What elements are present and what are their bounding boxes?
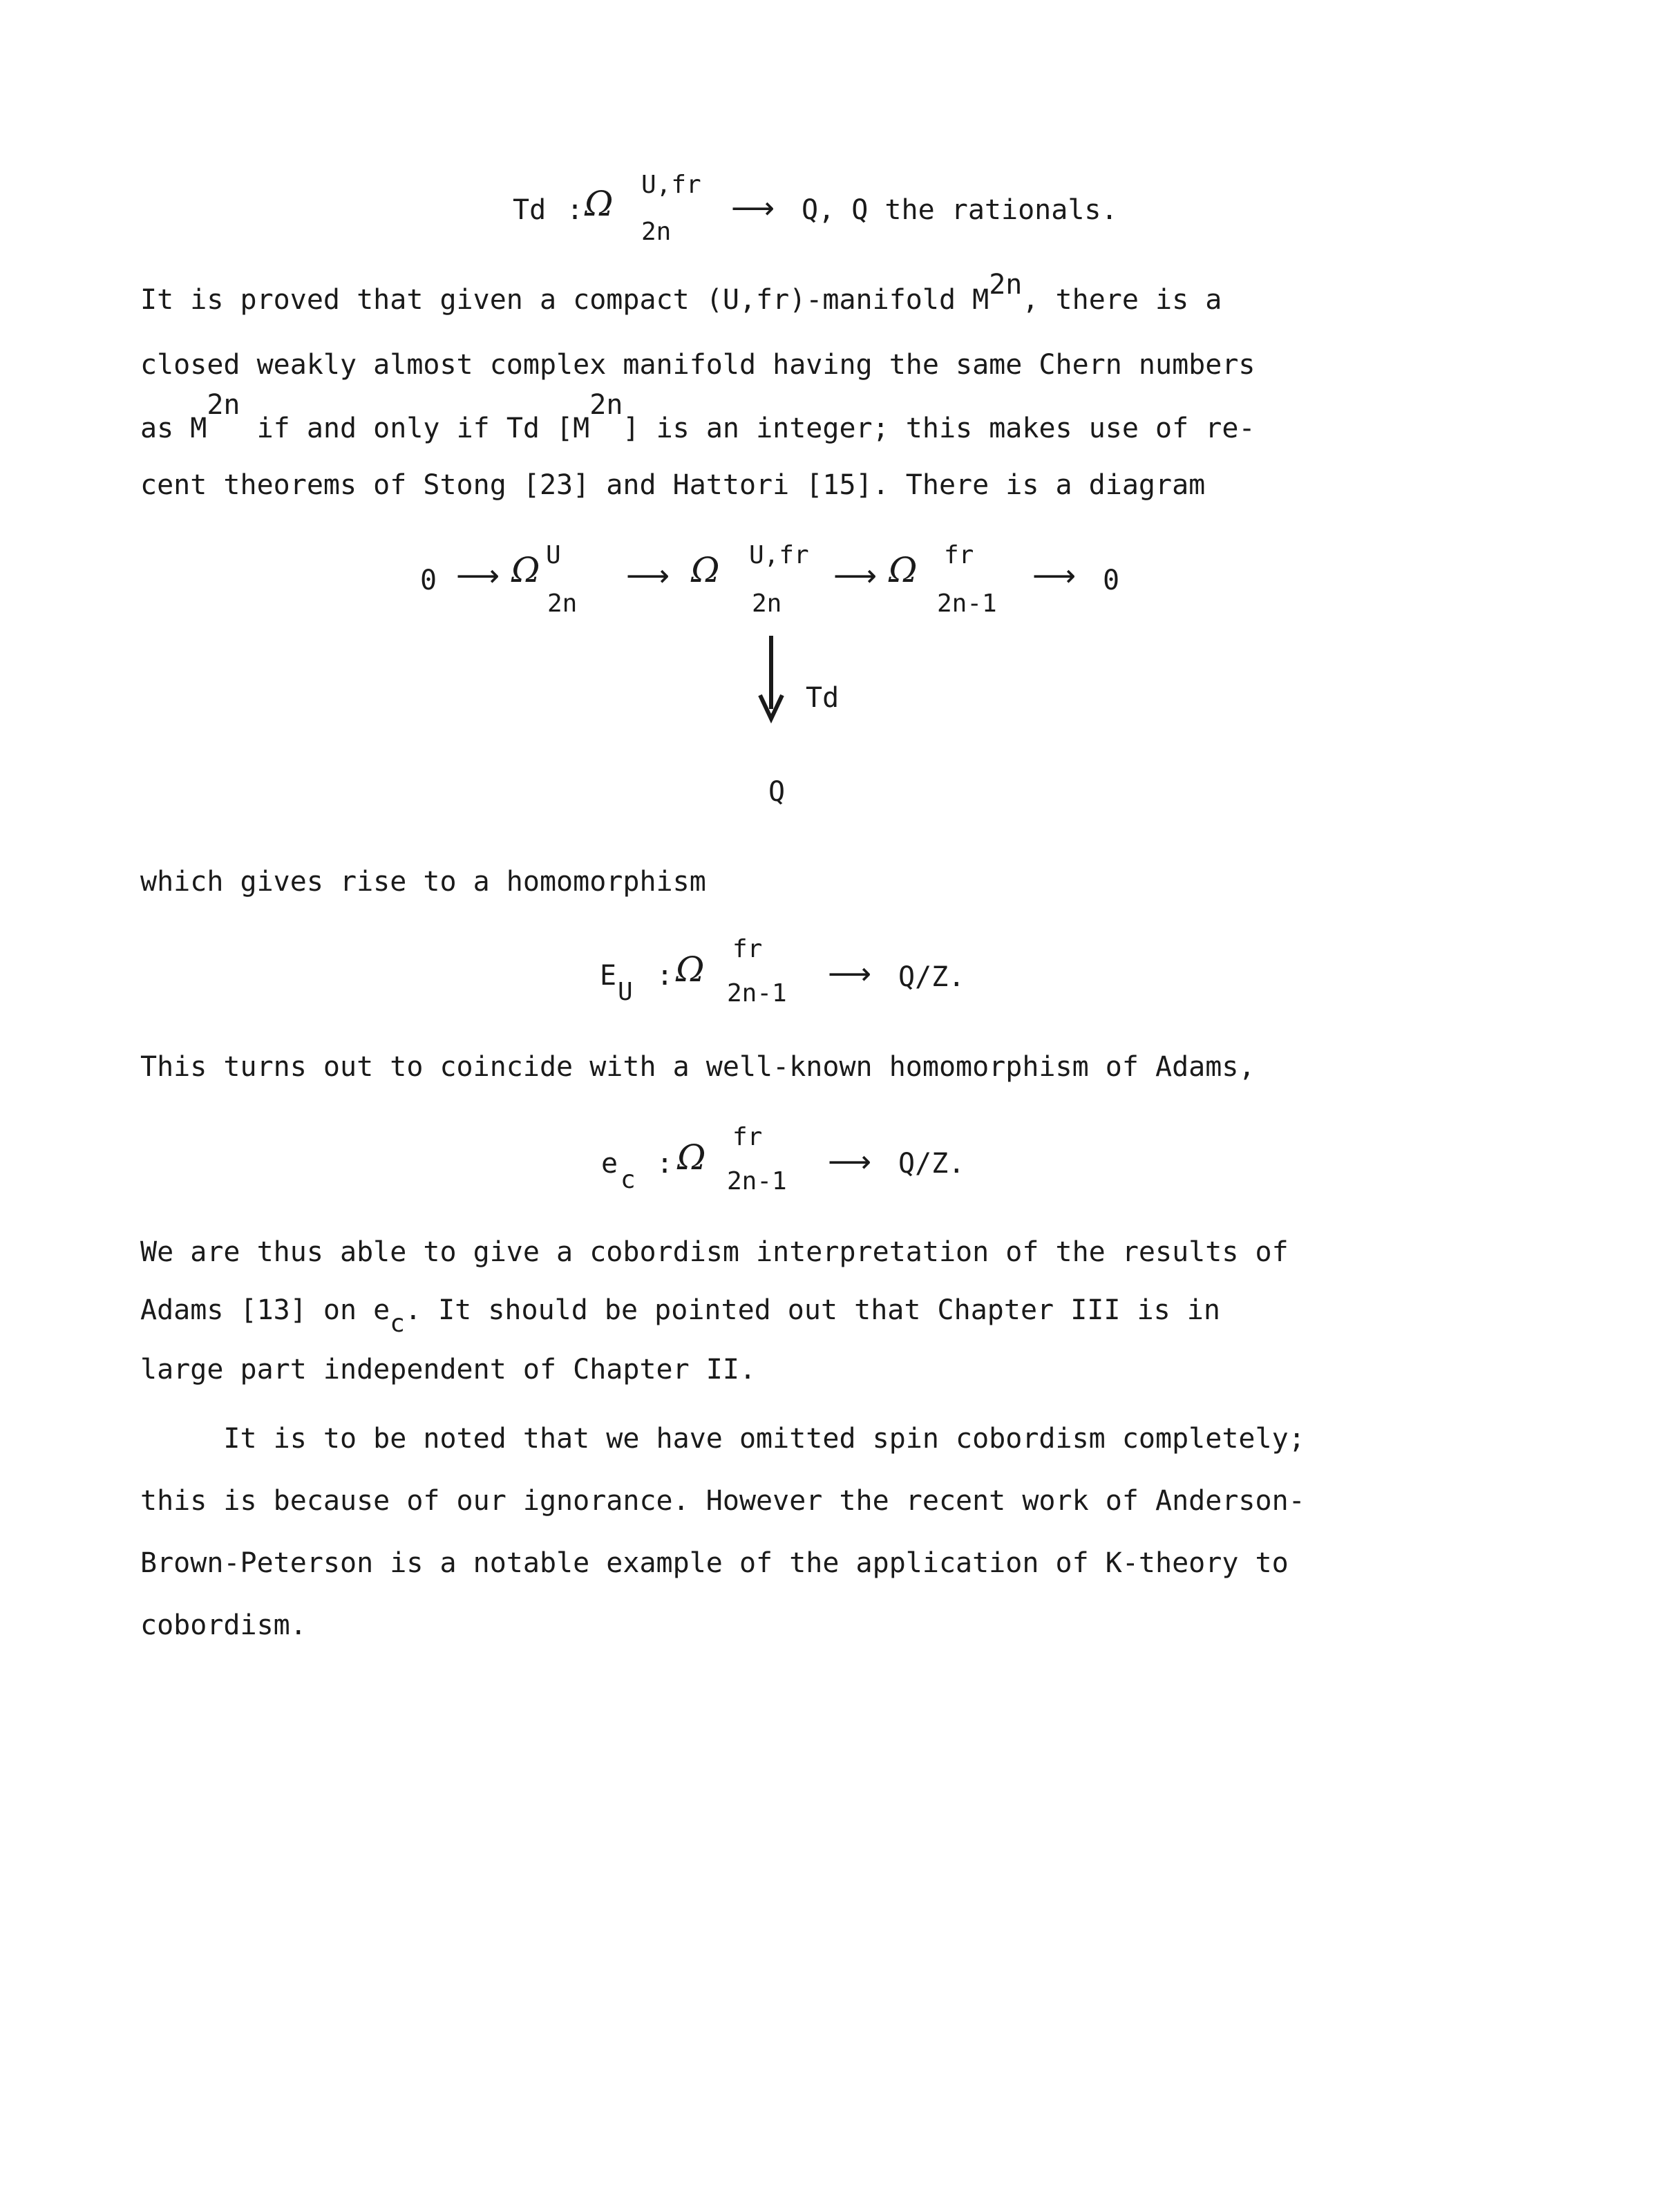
omega-symbol: Ω bbox=[889, 550, 918, 590]
td-colon: : bbox=[567, 194, 584, 226]
node1-subscript: 2n bbox=[547, 589, 578, 618]
paragraph-2-line-1: We are thus able to give a cobordism interpretation of the results of bbox=[140, 1236, 1289, 1268]
homomorphism-line: which gives rise to a homomorphism bbox=[140, 866, 706, 898]
eu-superscript: fr bbox=[732, 935, 763, 963]
omega-symbol: Ω bbox=[691, 550, 720, 590]
ec-subscript-2n-1: 2n-1 bbox=[727, 1167, 787, 1195]
eu-colon: : bbox=[656, 960, 674, 992]
right-arrow-icon: ⟶ bbox=[456, 558, 500, 594]
paragraph-1-line-4: cent theorems of Stong [23] and Hattori [15]. There is a diagram bbox=[140, 469, 1206, 501]
exponent: 2n bbox=[589, 389, 623, 421]
td-label: Td bbox=[513, 194, 547, 226]
paragraph-1-line-3 bbox=[140, 389, 1256, 444]
down-arrow-icon bbox=[757, 634, 785, 724]
node3-subscript: 2n-1 bbox=[937, 589, 997, 618]
text-segment: It is proved that given a compact (U,fr)-manifold M bbox=[140, 284, 989, 316]
text-segment: if and only if Td [M bbox=[240, 413, 590, 444]
omega-symbol: Ω bbox=[585, 184, 614, 224]
eu-rhs: Q/Z. bbox=[898, 961, 965, 993]
text-segment: ] is an integer; this makes use of re- bbox=[623, 413, 1256, 444]
right-arrow-icon: ⟶ bbox=[833, 558, 878, 594]
text-segment: , there is a bbox=[1022, 284, 1222, 316]
text-segment: as M bbox=[140, 413, 207, 444]
omega-symbol: Ω bbox=[676, 949, 705, 990]
paragraph-3-line-1: It is to be noted that we have omitted spin cobordism completely; bbox=[140, 1423, 1305, 1455]
right-arrow-icon: ⟶ bbox=[1032, 558, 1077, 594]
node3-superscript: fr bbox=[944, 541, 974, 569]
paragraph-3-line-3: Brown-Peterson is a notable example of the application of K-theory to bbox=[140, 1547, 1289, 1579]
right-arrow-icon: ⟶ bbox=[828, 1144, 872, 1180]
paragraph-2-line-3: large part independent of Chapter II. bbox=[140, 1354, 757, 1386]
zero-left: 0 bbox=[420, 565, 437, 596]
omega-symbol: Ω bbox=[511, 550, 540, 590]
text-segment: Adams [13] on e bbox=[140, 1294, 390, 1326]
zero-right: 0 bbox=[1103, 565, 1120, 596]
paragraph-2-line-2 bbox=[140, 1294, 1220, 1338]
node2-superscript: U,fr bbox=[749, 541, 809, 569]
diagram-target: Q bbox=[768, 776, 786, 808]
ec-colon: : bbox=[656, 1148, 674, 1180]
exponent: 2n bbox=[207, 389, 240, 421]
eu-subscript-2n-1: 2n-1 bbox=[727, 979, 787, 1008]
adams-line: This turns out to coincide with a well-known homomorphism of Adams, bbox=[140, 1051, 1256, 1083]
node2-subscript: 2n bbox=[752, 589, 782, 618]
paragraph-3-line-2: this is because of our ignorance. However the recent work of Anderson- bbox=[140, 1485, 1305, 1517]
right-arrow-icon: ⟶ bbox=[731, 191, 775, 226]
ec-superscript: fr bbox=[732, 1123, 763, 1151]
omega-symbol: Ω bbox=[677, 1137, 706, 1178]
paragraph-1-line-1 bbox=[140, 269, 1222, 316]
td-subscript: 2n bbox=[641, 218, 672, 246]
node1-superscript: U bbox=[546, 541, 561, 569]
subscript: c bbox=[390, 1310, 405, 1338]
eu-letter: E bbox=[600, 960, 617, 992]
exponent: 2n bbox=[989, 269, 1023, 301]
td-superscript: U,fr bbox=[641, 171, 701, 199]
text-segment: . It should be pointed out that Chapter III is in bbox=[404, 1294, 1220, 1326]
ec-subscript: c bbox=[620, 1166, 636, 1194]
paragraph-1-line-2: closed weakly almost complex manifold having the same Chern numbers bbox=[140, 349, 1256, 381]
ec-letter: e bbox=[601, 1148, 618, 1180]
paragraph-3-line-4: cobordism. bbox=[140, 1609, 307, 1641]
right-arrow-icon: ⟶ bbox=[828, 956, 872, 992]
ec-rhs: Q/Z. bbox=[898, 1148, 965, 1180]
down-arrow-label: Td bbox=[806, 682, 840, 714]
right-arrow-icon: ⟶ bbox=[626, 558, 670, 594]
td-rhs: Q, Q the rationals. bbox=[802, 194, 1118, 226]
eu-subscript: U bbox=[618, 978, 633, 1006]
